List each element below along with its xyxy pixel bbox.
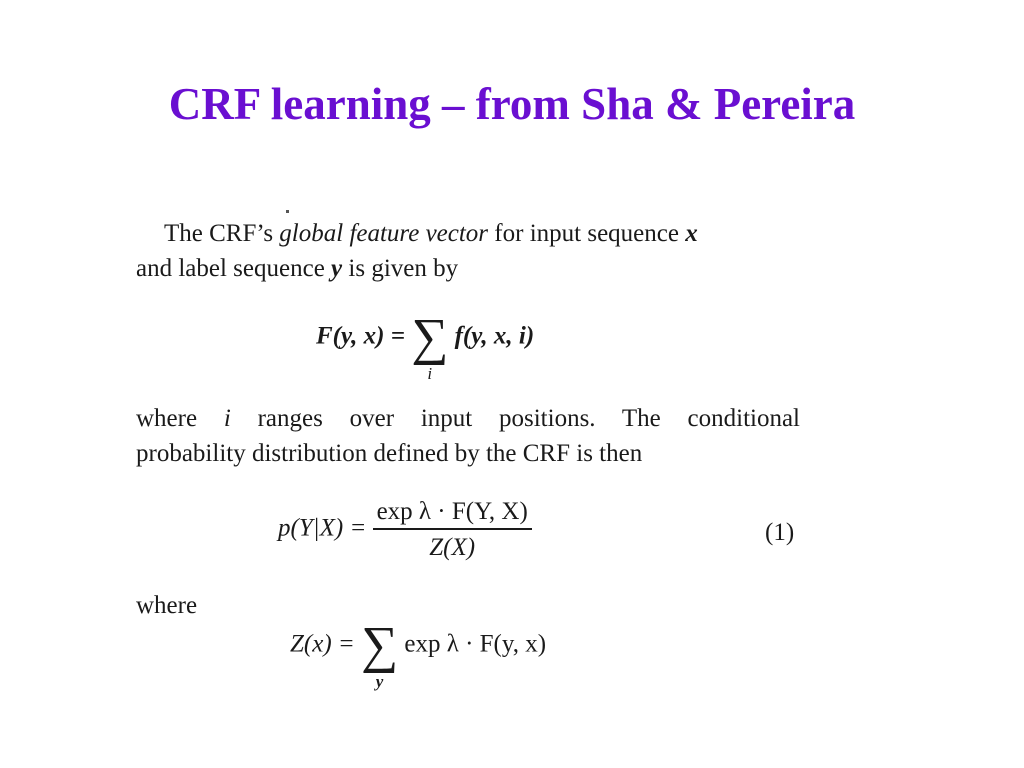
scan-speck — [286, 210, 289, 213]
text-line-5: where — [136, 592, 198, 619]
text-line-4: probability distribution defined by the CRF is then — [136, 440, 643, 467]
line1-pre: The CRF’s — [164, 220, 280, 247]
global-feature-vector-term: global feature vector — [279, 220, 489, 247]
eq3-rhs: exp λ · F(y, x) — [404, 630, 547, 658]
eq3-lhs: Z(x) = — [290, 630, 362, 658]
sum-subscript-i: i — [427, 364, 433, 383]
eq1-lhs: F(y, x) = — [316, 322, 412, 350]
line1-post: for input sequence — [488, 220, 686, 247]
slide-title: CRF learning – from Sha & Pereira — [168, 79, 856, 129]
line3-pre: where — [136, 405, 224, 432]
text-line-3 — [136, 405, 800, 433]
fraction — [373, 498, 532, 562]
equation-partition-function — [290, 617, 547, 691]
summation-symbol: ∑ y — [361, 617, 399, 691]
line2-post: is given by — [342, 255, 459, 282]
var-y: y — [331, 255, 343, 282]
equation-number: (1) — [765, 519, 795, 546]
text-line-2 — [136, 255, 458, 283]
text-line-1 — [164, 220, 698, 248]
summation-symbol: ∑ i — [411, 309, 449, 383]
var-i: i — [223, 405, 231, 432]
fraction-denominator: Z(X) — [429, 534, 476, 561]
equation-conditional-probability — [278, 498, 532, 562]
line2-pre: and label sequence — [136, 255, 332, 282]
fraction-numerator: exp λ · F(Y, X) — [373, 498, 532, 530]
equation-global-feature — [316, 309, 535, 383]
eq2-lhs: p(Y|X) = — [278, 514, 373, 542]
line3-post: ranges over input positions. The conditional — [230, 405, 800, 432]
eq1-rhs: f(y, x, i) — [454, 322, 535, 350]
sum-subscript-y: y — [375, 672, 384, 691]
var-x: x — [685, 220, 698, 247]
